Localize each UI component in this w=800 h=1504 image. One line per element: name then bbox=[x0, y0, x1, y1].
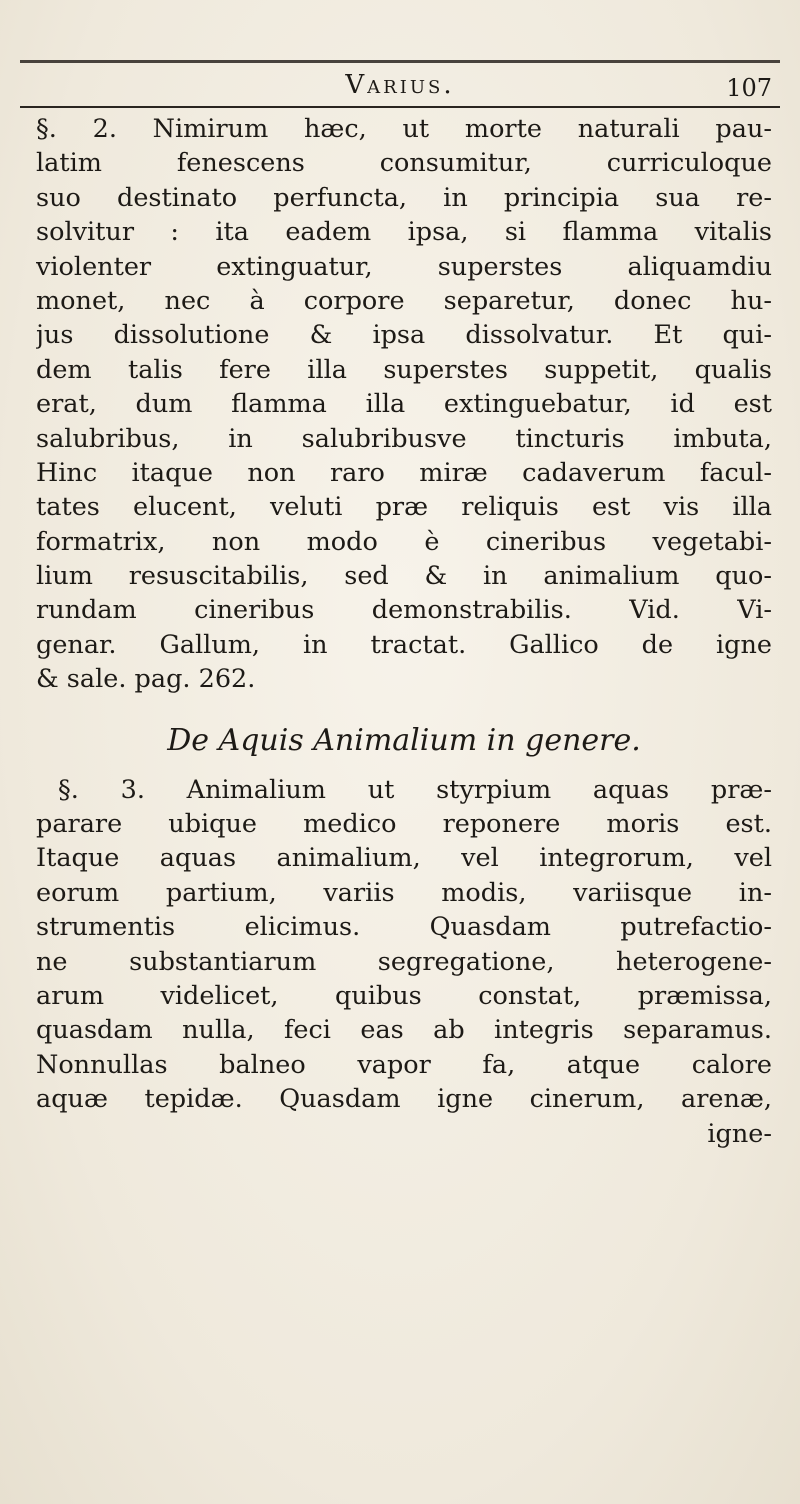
text-line: violenter extinguatur, superstes aliquamdiu bbox=[36, 251, 772, 282]
text-line: Nonnullas balneo vapor fa, atque calore bbox=[36, 1049, 772, 1080]
text-line: suo destinato perfuncta, in principia sua re- bbox=[36, 182, 772, 213]
text-line: tates elucent, veluti præ reliquis est vis illa bbox=[36, 492, 772, 523]
text-line: erat, dum flamma illa extinguebatur, id est bbox=[36, 389, 772, 420]
text-line: solvitur : ita eadem ipsa, si flamma vitalis bbox=[36, 217, 772, 248]
text-line: strumentis elicimus. Quasdam putrefactio- bbox=[36, 912, 772, 943]
page-number: 107 bbox=[726, 74, 772, 102]
text-line: latim fenescens consumitur, curriculoque bbox=[36, 148, 772, 179]
paragraph-section-3 bbox=[36, 773, 772, 1151]
text-line: Hinc itaque non raro miræ cadaverum facul- bbox=[36, 457, 772, 488]
text-line: formatrix, non modo è cineribus vegetabi- bbox=[36, 526, 772, 557]
page-header bbox=[20, 62, 780, 108]
text-line: jus dissolutione & ipsa dissolvatur. Et qui- bbox=[36, 320, 772, 351]
body-text bbox=[36, 112, 772, 1151]
section-heading: De Aquis Animalium in genere. bbox=[167, 722, 641, 758]
text-line: ne substantiarum segregatione, heterogene- bbox=[36, 946, 772, 977]
text-line: genar. Gallum, in tractat. Gallico de igne bbox=[36, 629, 772, 660]
text-line: §. 3. Animalium ut styrpium aquas præ- bbox=[58, 774, 772, 805]
running-head: Varius. bbox=[345, 70, 455, 100]
text-line: aquæ tepidæ. Quasdam igne cinerum, arenæ, bbox=[36, 1084, 772, 1115]
text-line: quasdam nulla, feci eas ab integris separamus. bbox=[36, 1015, 772, 1046]
text-line: salubribus, in salubribusve tincturis imbuta, bbox=[36, 423, 772, 454]
text-line: dem talis fere illa superstes suppetit, qualis bbox=[36, 354, 772, 385]
text-line: lium resuscitabilis, sed & in animalium quo- bbox=[36, 561, 772, 592]
text-line: eorum partium, variis modis, variisque in- bbox=[36, 877, 772, 908]
text-line: arum videlicet, quibus constat, præmissa, bbox=[36, 980, 772, 1011]
text-line: monet, nec à corpore separetur, donec hu- bbox=[36, 285, 772, 316]
text-line: parare ubique medico reponere moris est. bbox=[36, 809, 772, 840]
text-line: rundam cineribus demonstrabilis. Vid. Vi- bbox=[36, 595, 772, 626]
text-line: §. 2. Nimirum hæc, ut morte naturali pau- bbox=[36, 114, 772, 144]
text-line: Itaque aquas animalium, vel integrorum, vel bbox=[36, 843, 772, 874]
text-line: & sale. pag. 262. bbox=[36, 664, 256, 695]
catchword: igne- bbox=[707, 1118, 772, 1149]
paragraph-section-2 bbox=[36, 112, 772, 697]
